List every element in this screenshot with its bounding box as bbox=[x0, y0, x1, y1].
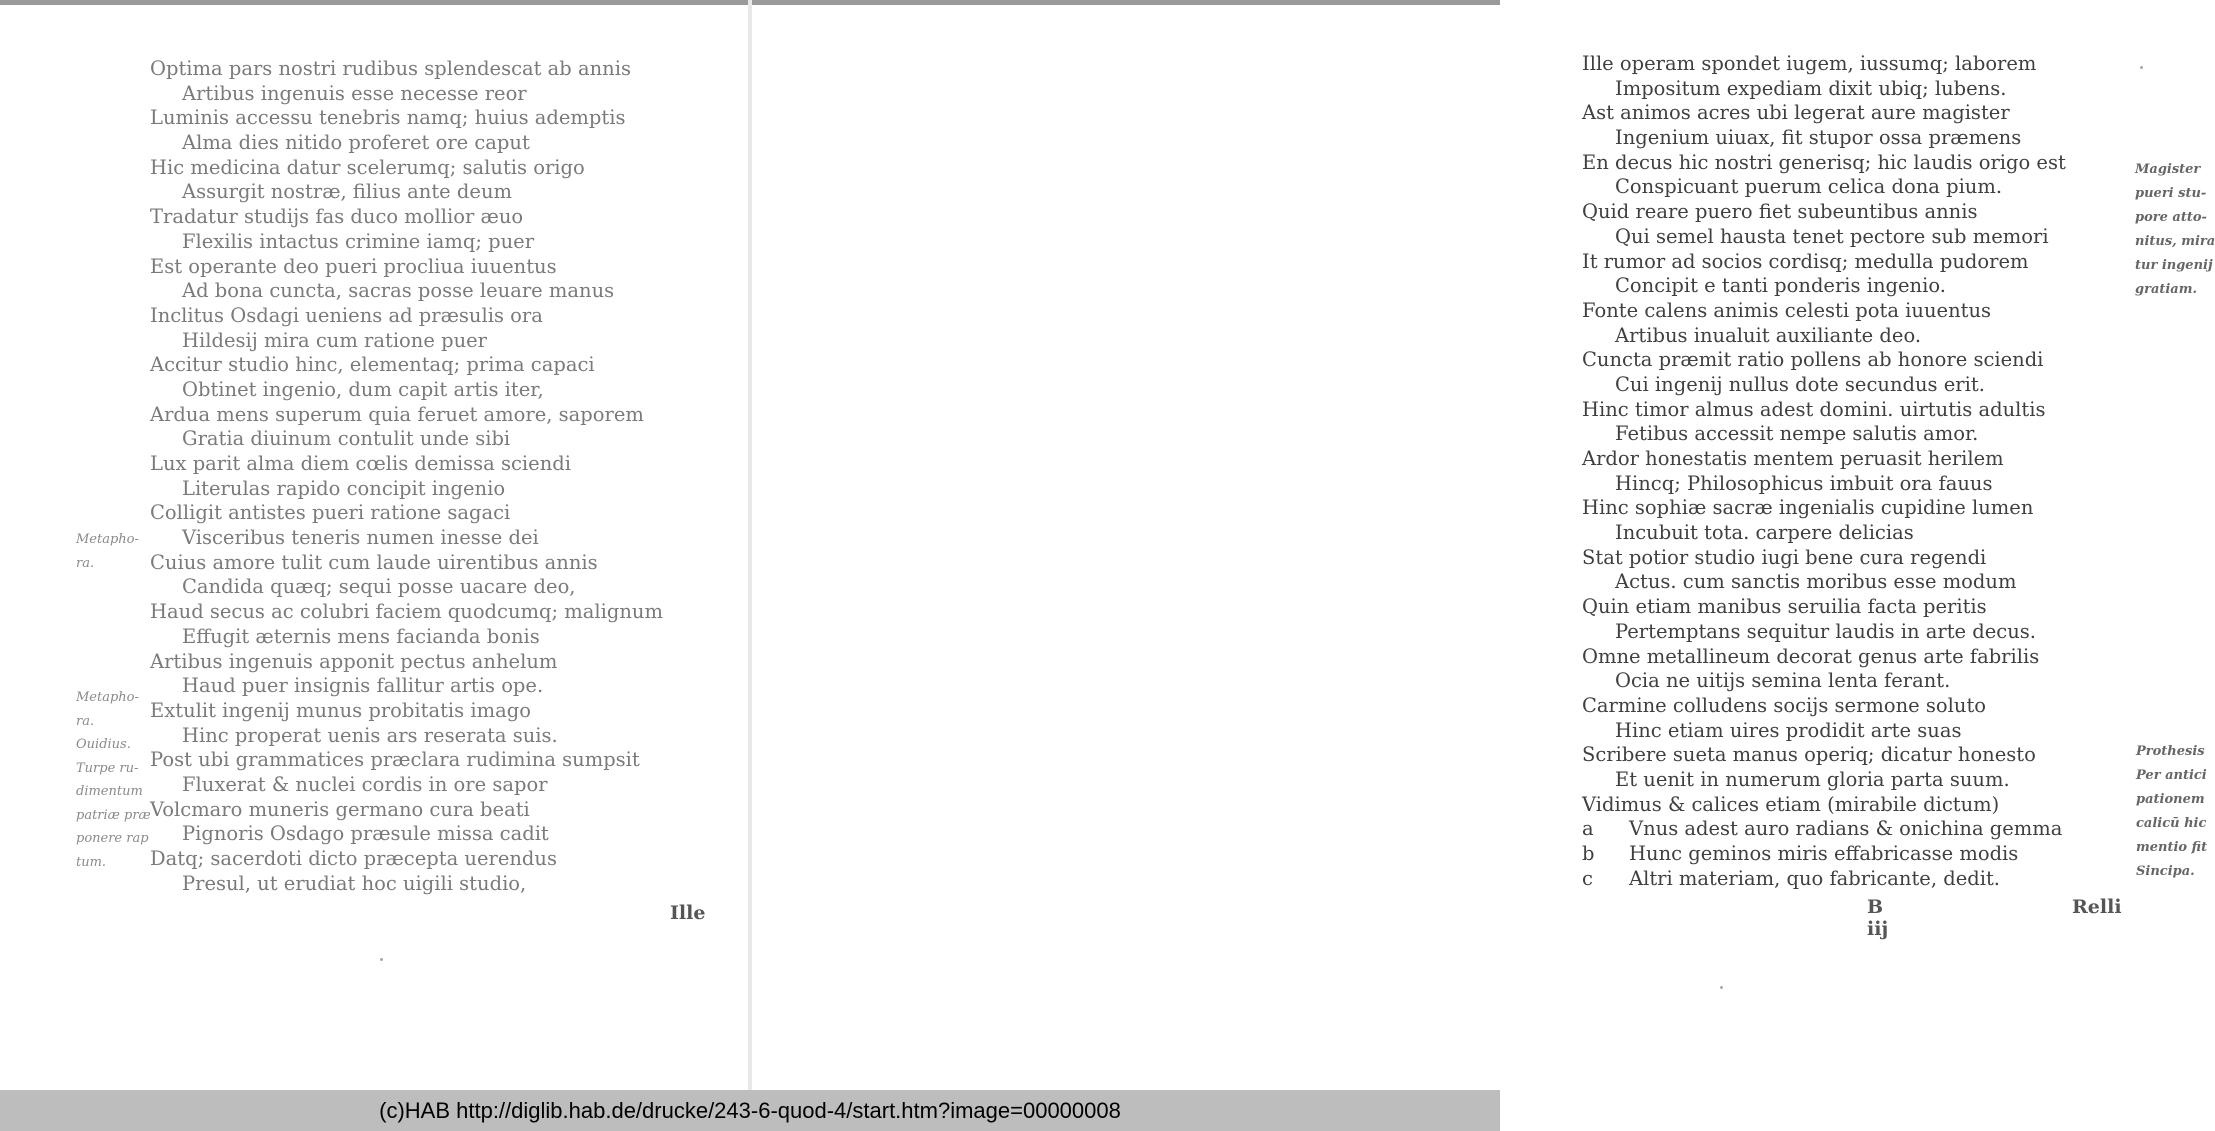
verse-line-marked bbox=[1582, 842, 2066, 867]
verse-line: En decus hic nostri generisq; hic laudis origo est bbox=[1582, 150, 2066, 174]
verse-line: Fluxerat & nuclei cordis in ore sapor bbox=[182, 772, 548, 796]
verse-line: Hinc etiam uires prodidit arte suas bbox=[1615, 718, 1962, 742]
verse-line: Et uenit in numerum gloria parta suum. bbox=[1615, 767, 2010, 791]
verse-line: Hinc timor almus adest domini. uirtutis adultis bbox=[1582, 397, 2046, 421]
verse-line: Ad bona cuncta, sacras posse leuare manus bbox=[182, 279, 615, 303]
line-marker: c bbox=[1582, 866, 1593, 890]
verse-line: Cuius amore tulit cum laude uirentibus annis bbox=[150, 550, 598, 574]
left-page bbox=[0, 0, 748, 1090]
gloss-line: pore atto- bbox=[2135, 210, 2207, 225]
marginal-gloss bbox=[2135, 158, 2215, 302]
verse-line: Cuncta præmit ratio pollens ab honore sciendi bbox=[1582, 348, 2044, 372]
verse-line: Gratia diuinum contulit unde sibi bbox=[182, 427, 511, 451]
verse-line-text: Vnus adest auro radians & onichina gemma bbox=[1629, 817, 2063, 841]
verse-line: Hildesij mira cum ratione puer bbox=[182, 328, 487, 352]
verse-line: Haud secus ac colubri faciem quodcumq; malignum bbox=[150, 600, 663, 624]
verse-line-marked bbox=[1582, 867, 2066, 892]
verse-line: Ardor honestatis mentem peruasit herilem bbox=[1582, 447, 2004, 470]
gloss-line: Per antici bbox=[2136, 768, 2207, 783]
verse-line: Conspicuant puerum celica dona pium. bbox=[1615, 175, 2003, 199]
signature-mark: B iij bbox=[1867, 896, 1889, 940]
verse-line: Actus. cum sanctis moribus esse modum bbox=[1615, 570, 2017, 594]
verse-line: Hinc properat uenis ars reserata suis. bbox=[182, 723, 558, 747]
verse-line: Colligit antistes pueri ratione sagaci bbox=[150, 501, 511, 525]
verse-line: Vidimus & calices etiam (mirabile dictum) bbox=[1582, 792, 2000, 816]
verse-line: Ingenium uiuax, fit stupor ossa præmens bbox=[1615, 126, 2022, 150]
verse-line: It rumor ad socios cordisq; medulla pudorem bbox=[1582, 249, 2029, 273]
verse-line: Datq; sacerdoti dicto præcepta uerendus bbox=[150, 847, 557, 870]
verse-line: Post ubi grammatices præclara rudimina sumpsit bbox=[150, 748, 640, 772]
verse-line: Luminis accessu tenebris namq; huius ademptis bbox=[150, 106, 626, 130]
gloss-line: pueri stu- bbox=[2135, 186, 2207, 201]
marginal-gloss bbox=[76, 528, 139, 575]
verse-line: Artibus ingenuis apponit pectus anhelum bbox=[150, 649, 558, 673]
gloss-line: Turpe ru- bbox=[76, 760, 139, 776]
verse-line: Omne metallineum decorat genus arte fabrilis bbox=[1582, 644, 2040, 668]
gloss-line: Sincipa. bbox=[2136, 864, 2195, 879]
gloss-line: calicū hic bbox=[2136, 816, 2207, 831]
verse-line: Quin etiam manibus seruilia facta peritis bbox=[1582, 595, 1987, 619]
verse-line: Impositum expediam dixit ubiq; lubens. bbox=[1615, 76, 2007, 100]
verse-line: Lux parit alma diem cœlis demissa sciendi bbox=[150, 452, 571, 475]
gloss-line: pationem bbox=[2136, 792, 2205, 807]
footer-text: (c)HAB http://diglib.hab.de/drucke/243-6-quod-4/start.htm?image=00000008 bbox=[379, 1097, 1121, 1123]
gloss-line: patriæ præ bbox=[76, 807, 151, 823]
verse-line: Ocia ne uitijs semina lenta ferant. bbox=[1615, 669, 1951, 693]
verse-line: Inclitus Osdagi ueniens ad præsulis ora bbox=[150, 303, 543, 327]
verse-line: Effugit æternis mens facianda bonis bbox=[182, 624, 540, 648]
verse-line: Optima pars nostri rudibus splendescat ab annis bbox=[150, 57, 631, 80]
gloss-line: ra. bbox=[76, 713, 95, 729]
right-page bbox=[752, 0, 2215, 1090]
verse-line: Flexilis intactus crimine iamq; puer bbox=[182, 229, 535, 253]
verse-line: Hic medicina datur scelerumq; salutis origo bbox=[150, 155, 585, 179]
gloss-line: tum. bbox=[76, 854, 107, 870]
verse-line: Incubuit tota. carpere delicias bbox=[1615, 521, 1914, 545]
verse-line: Ast animos acres ubi legerat aure magister bbox=[1582, 101, 2010, 125]
left-verse-column bbox=[150, 57, 663, 896]
verse-line-text: Altri materiam, quo fabricante, dedit. bbox=[1629, 866, 2000, 890]
verse-line-marked bbox=[1582, 817, 2066, 842]
verse-line: Quid reare puero fiet subeuntibus annis bbox=[1582, 200, 1978, 224]
gloss-line: dimentum bbox=[76, 784, 143, 799]
copyright-footer bbox=[0, 1090, 1500, 1131]
right-verse-column bbox=[1582, 52, 2066, 891]
verse-line: Presul, ut erudiat hoc uigili studio, bbox=[182, 871, 527, 895]
verse-line: Ille operam spondet iugem, iussumq; laborem bbox=[1582, 52, 2037, 75]
verse-line: Est operante deo pueri procliua iuuentus bbox=[150, 254, 557, 278]
verse-line: Alma dies nitido proferet ore caput bbox=[182, 131, 530, 155]
verse-line: Fetibus accessit nempe salutis amor. bbox=[1615, 422, 1979, 446]
line-marker: a bbox=[1582, 817, 1594, 841]
verse-line: Extulit ingenij munus probitatis imago bbox=[150, 698, 531, 722]
gloss-line: gratiam. bbox=[2135, 282, 2198, 297]
catchword: Ille bbox=[670, 902, 706, 924]
verse-line-text: Hunc geminos miris effabricasse modis bbox=[1629, 842, 2019, 865]
verse-line: Carmine colludens socijs sermone soluto bbox=[1582, 693, 1987, 717]
verse-line: Ardua mens superum quia feruet amore, saporem bbox=[150, 402, 644, 426]
verse-line: Accitur studio hinc, elementaq; prima capaci bbox=[150, 353, 595, 377]
gloss-line: tur ingenij bbox=[2135, 258, 2213, 273]
verse-line: Obtinet ingenio, dum capit artis iter, bbox=[182, 377, 544, 401]
ink-speck bbox=[380, 958, 383, 961]
gloss-line: mentio fit bbox=[2136, 840, 2208, 855]
verse-line: Artibus inualuit auxiliante deo. bbox=[1615, 323, 1922, 347]
catchword: Relli bbox=[2072, 896, 2122, 918]
gloss-line: Ouidius. bbox=[76, 737, 131, 752]
verse-line: Concipit e tanti ponderis ingenio. bbox=[1615, 274, 1946, 298]
gloss-line: ponere rap bbox=[76, 831, 149, 846]
verse-line: Tradatur studijs fas duco mollior æuo bbox=[150, 205, 524, 229]
marginal-gloss bbox=[2136, 740, 2207, 884]
verse-line: Pertemptans sequitur laudis in arte decus. bbox=[1615, 619, 2036, 643]
verse-line: Visceribus teneris numen inesse dei bbox=[182, 526, 539, 550]
verse-line: Hincq; Philosophicus imbuit ora fauus bbox=[1615, 471, 1993, 495]
verse-line: Stat potior studio iugi bene cura regendi bbox=[1582, 545, 1987, 569]
gloss-line: nitus, mira bbox=[2135, 234, 2215, 249]
gloss-line: Prothesis bbox=[2136, 744, 2205, 759]
gloss-line: ra. bbox=[76, 555, 95, 571]
line-marker: b bbox=[1582, 842, 1595, 865]
gloss-line: Metapho- bbox=[76, 690, 139, 705]
verse-line: Cui ingenij nullus dote secundus erit. bbox=[1615, 372, 1985, 396]
verse-line: Qui semel hausta tenet pectore sub memori bbox=[1615, 224, 2049, 248]
ink-speck bbox=[2140, 66, 2143, 69]
verse-line: Fonte calens animis celesti pota iuuentus bbox=[1582, 298, 1992, 322]
gloss-line: Metapho- bbox=[76, 532, 139, 547]
marginal-gloss bbox=[76, 686, 151, 874]
verse-line: Hinc sophiæ sacræ ingenialis cupidine lumen bbox=[1582, 496, 2034, 520]
verse-line: Artibus ingenuis esse necesse reor bbox=[182, 81, 527, 105]
verse-line: Literulas rapido concipit ingenio bbox=[182, 476, 506, 500]
verse-line: Pignoris Osdago præsule missa cadit bbox=[182, 822, 549, 846]
verse-line: Scribere sueta manus operiq; dicatur honesto bbox=[1582, 743, 2036, 767]
ink-speck bbox=[1720, 986, 1723, 989]
verse-line: Assurgit nostræ, filius ante deum bbox=[182, 180, 512, 204]
verse-line: Candida quæq; sequi posse uacare deo, bbox=[182, 575, 576, 599]
gloss-line: Magister bbox=[2135, 162, 2201, 177]
verse-line: Haud puer insignis fallitur artis ope. bbox=[182, 674, 544, 698]
verse-line: Volcmaro muneris germano cura beati bbox=[150, 797, 530, 821]
